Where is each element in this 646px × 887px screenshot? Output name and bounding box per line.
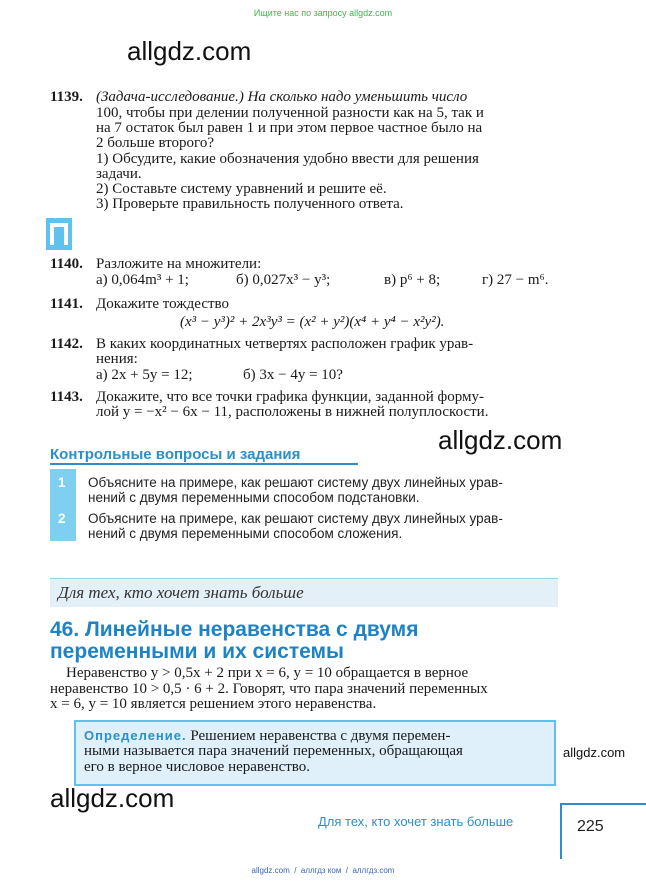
- definition-line-3: его в верное числовое неравенство.: [84, 759, 311, 775]
- definition-line-1: Решением неравенства с двумя перемен-: [190, 728, 451, 744]
- watermark-large-1: allgdz.com: [127, 36, 252, 66]
- page-number-top-line: [560, 803, 646, 805]
- exercise-1139-line-4: 2 больше второго?: [96, 135, 214, 151]
- exercise-1143-line-1: Докажите, что все точки графика функции, заданной форму-: [96, 389, 484, 405]
- definition-label: Определение.: [84, 728, 187, 743]
- exercise-number: 1140.: [50, 256, 83, 272]
- paragraph-text-line-3: x = 6, y = 10 является решением этого неравенства.: [50, 696, 377, 712]
- watermark-top: Ищите нас по запросу allgdz.com: [253, 8, 393, 18]
- exercise-1140-item-c: в) p⁶ + 8;: [384, 272, 441, 288]
- exercise-1141-formula: (x³ − y³)² + 2x³y³ = (x² + y²)(x⁴ + y⁴ − x²y²).: [180, 314, 445, 330]
- exercise-1139-line-1: (Задача-исследование.) На сколько надо уменьшить число: [96, 89, 468, 105]
- page-number: 225: [577, 818, 604, 835]
- question-1-line-2: нений с двумя переменными способом подстановки.: [88, 490, 420, 505]
- question-1-line-1: Объясните на примере, как решают систему двух линейных урав-: [88, 475, 503, 490]
- question-number-2: 2: [58, 511, 66, 526]
- question-2-line-1: Объясните на примере, как решают систему двух линейных урав-: [88, 511, 503, 526]
- exercise-1142-item-b: б) 3x − 4y = 10?: [243, 367, 343, 383]
- exercise-1139-line-5: 1) Обсудите, какие обозначения удобно ввести для решения: [96, 151, 479, 167]
- exercise-1142-line-1: В каких координатных четвертях расположен график урав-: [96, 336, 474, 352]
- exercise-1143-line-2: лой y = −x² − 6x − 11, расположены в нижней полуплоскости.: [96, 404, 489, 420]
- exercise-1140-item-a: а) 0,064m³ + 1;: [96, 272, 189, 288]
- definition-line-2: ными называется пара значений переменных, обращающая: [84, 743, 463, 759]
- exercise-1139-line-8: 3) Проверьте правильность полученного ответа.: [96, 196, 404, 212]
- running-title: Для тех, кто хочет знать больше: [318, 814, 514, 829]
- exercise-1139-line-6: задачи.: [96, 166, 142, 182]
- paragraph-title-line-1: 46. Линейные неравенства с двумя: [50, 618, 419, 641]
- exercise-number: 1139.: [50, 89, 83, 105]
- watermark-small: allgdz.com: [563, 745, 626, 760]
- exercise-number: 1142.: [50, 336, 83, 352]
- definition-box: [74, 720, 556, 786]
- exercise-1139-line-7: 2) Составьте систему уравнений и решите её.: [96, 181, 387, 197]
- exercise-1140-title: Разложите на множители:: [96, 256, 262, 272]
- exercise-1142-line-2: нения:: [96, 351, 138, 367]
- exercise-number: 1141.: [50, 296, 83, 312]
- control-questions-title: Контрольные вопросы и задания: [50, 446, 301, 463]
- question-2-line-2: нений с двумя переменными способом сложения.: [88, 526, 403, 541]
- page-number-side-line: [560, 803, 562, 859]
- exercise-1140-item-b: б) 0,027x³ − y³;: [236, 272, 331, 288]
- exercise-1142-item-a: а) 2x + 5y = 12;: [96, 367, 193, 383]
- p-letter-icon: [46, 218, 72, 250]
- paragraph-title-line-2: переменными и их системы: [50, 640, 344, 663]
- paragraph-text-line-1: Неравенство y > 0,5x + 2 при x = 6, y = 10 обращается в верное: [66, 665, 469, 681]
- exercise-1139-line-3: на 7 остаток был равен 1 и при этом первое частное было на: [96, 120, 483, 136]
- exercise-1140-item-d: г) 27 − m⁶.: [482, 272, 549, 288]
- question-number-1: 1: [58, 475, 66, 490]
- exercise-1139-line-2: 100, чтобы при делении полученной разности как на 5, так и: [96, 105, 484, 121]
- watermark-bottom: allgdz.com / аллгдз ком / аллгдз.com: [251, 866, 395, 875]
- watermark-large-3: allgdz.com: [50, 783, 175, 813]
- exercise-number: 1143.: [50, 389, 83, 405]
- control-title-underline: [50, 463, 358, 465]
- extra-section-title: Для тех, кто хочет знать больше: [58, 583, 304, 602]
- paragraph-text-line-2: неравенство 10 > 0,5 · 6 + 2. Говорят, что пара значений переменных: [50, 681, 488, 697]
- exercise-1141-title: Докажите тождество: [96, 296, 230, 312]
- extra-section-banner: [50, 578, 558, 607]
- watermark-large-2: allgdz.com: [438, 425, 563, 455]
